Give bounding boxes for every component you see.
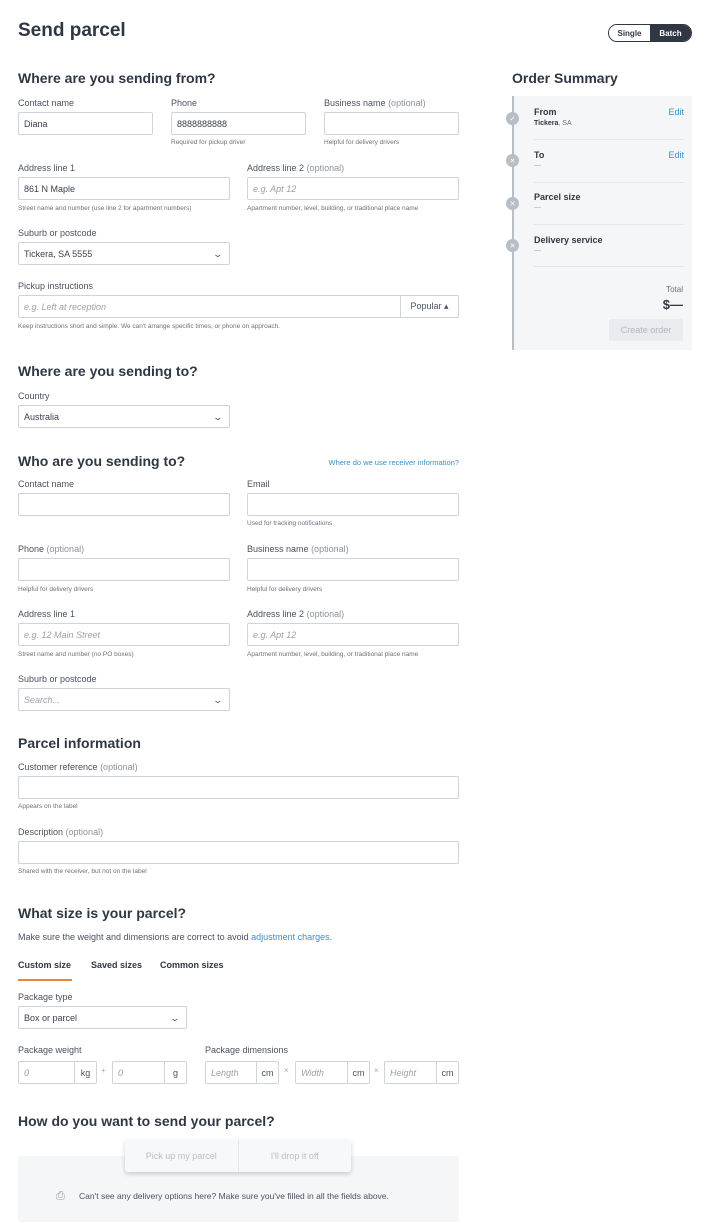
receiver-business-help: Helpful for delivery drivers (247, 586, 323, 593)
package-type-select[interactable] (18, 1006, 187, 1029)
desc-label (18, 827, 103, 837)
customer-reference-input[interactable] (18, 776, 459, 799)
sender-suburb-select[interactable] (18, 242, 230, 265)
sender-addr2-input[interactable] (247, 177, 459, 200)
kg-unit: kg (74, 1062, 96, 1083)
cm-unit: cm (436, 1062, 458, 1083)
step-value: — (534, 204, 541, 211)
edit-to-link[interactable]: Edit (668, 150, 684, 160)
optional-tag: (optional) (388, 98, 426, 108)
weight-kg-input[interactable] (18, 1061, 97, 1084)
mode-batch[interactable]: Batch (650, 25, 691, 41)
placeholder: Search... (24, 694, 61, 705)
popular-button[interactable]: Popular ▴ (400, 296, 458, 317)
from-heading: Where are you sending from? (18, 70, 216, 86)
cm-unit: cm (347, 1062, 369, 1083)
placeholder: Width (301, 1067, 324, 1078)
label-text: Description (18, 827, 64, 837)
times-icon: × (374, 1066, 379, 1075)
receiver-suburb-label: Suburb or postcode (18, 674, 97, 684)
label-text: Address line 2 (247, 163, 305, 173)
tab-custom-size[interactable]: Custom size (18, 960, 72, 970)
addr2-label (247, 163, 344, 173)
size-intro (18, 932, 332, 942)
divider (534, 182, 684, 183)
receiver-addr2-label (247, 609, 344, 619)
sender-addr1-input[interactable]: 861 N Maple (18, 177, 230, 200)
order-summary-panel (509, 96, 692, 350)
adjustment-charges-link[interactable]: adjustment charges (251, 932, 330, 942)
g-unit: g (164, 1062, 186, 1083)
placeholder: 0 (24, 1067, 30, 1078)
placeholder: Height (390, 1067, 417, 1078)
phone-label: Phone (171, 98, 198, 108)
email-help: Used for tracking notifications (247, 520, 333, 527)
receiver-suburb-select[interactable] (18, 688, 230, 711)
weight-label: Package weight (18, 1045, 82, 1055)
select-value: Tickera, SA 5555 (24, 248, 93, 259)
receiver-contact-input[interactable] (18, 493, 230, 516)
send-heading: How do you want to send your parcel? (18, 1113, 275, 1129)
step-label: Parcel size (534, 192, 581, 202)
step-value: — (534, 247, 541, 254)
divider (534, 139, 684, 140)
select-value: Box or parcel (24, 1012, 78, 1023)
receiver-addr1-label: Address line 1 (18, 609, 76, 619)
receiver-heading: Who are you sending to? (18, 453, 186, 469)
contact-label: Contact name (18, 98, 75, 108)
placeholder: e.g. Apt 12 (253, 629, 297, 640)
phone-help: Required for pickup driver (171, 139, 246, 146)
label-text: Business name (247, 544, 309, 554)
suburb-label: Suburb or postcode (18, 228, 97, 238)
width-input[interactable] (295, 1061, 370, 1084)
label-text: Business name (324, 98, 386, 108)
receiver-addr2-input[interactable] (247, 623, 459, 646)
placeholder: e.g. 12 Main Street (24, 629, 101, 640)
parcel-info-icon: ⎙ (56, 1190, 65, 1202)
step-label: To (534, 150, 545, 160)
ref-label (18, 762, 138, 772)
receiver-addr1-input[interactable] (18, 623, 230, 646)
optional-tag: (optional) (100, 762, 138, 772)
step-label: From (534, 107, 557, 117)
receiver-email-input[interactable] (247, 493, 459, 516)
size-heading: What size is your parcel? (18, 905, 187, 921)
receiver-contact-label: Contact name (18, 479, 75, 489)
business-help: Helpful for delivery drivers (324, 139, 400, 146)
divider (534, 224, 684, 225)
receiver-business-label (247, 544, 349, 554)
receiver-addr2-help: Apartment number, level, building, or traditional place name (247, 651, 419, 658)
cm-unit: cm (256, 1062, 278, 1083)
optional-tag: (optional) (306, 163, 345, 173)
ref-help: Appears on the label (18, 803, 78, 810)
height-input[interactable] (384, 1061, 459, 1084)
chevron-down-icon: ⌄ (169, 1013, 181, 1023)
chevron-down-icon: ⌄ (212, 695, 224, 705)
dropoff-option[interactable]: I'll drop it off (270, 1151, 319, 1161)
placeholder: Length (211, 1067, 239, 1078)
optional-tag: (optional) (306, 609, 345, 619)
addr2-help: Apartment number, level, building, or traditional place name (247, 205, 419, 212)
addr1-help: Street name and number (use line 2 for apartment numbers) (18, 205, 192, 212)
edit-from-link[interactable]: Edit (668, 107, 684, 117)
select-value: Australia (24, 411, 60, 422)
country-select[interactable] (18, 405, 230, 428)
dims-label: Package dimensions (205, 1045, 289, 1055)
weight-g-input[interactable] (112, 1061, 187, 1084)
placeholder: 0 (118, 1067, 124, 1078)
times-icon: × (284, 1066, 289, 1075)
divider (534, 266, 684, 267)
pickup-help: Keep instructions short and simple. We can't arrange specific times, or phone on approach. (18, 323, 280, 330)
country-label: Country (18, 391, 50, 401)
label-text: Customer reference (18, 762, 98, 772)
step-value-bold: Tickera (534, 120, 559, 127)
desc-help: Shared with the receiver, but not on the label (18, 868, 147, 875)
x-icon: ✕ (506, 197, 519, 210)
total-label: Total (666, 285, 683, 294)
chevron-down-icon: ⌄ (212, 249, 224, 259)
email-label: Email (247, 479, 270, 489)
label-text: Address line 2 (247, 609, 305, 619)
optional-tag: (optional) (311, 544, 349, 554)
type-label: Package type (18, 992, 73, 1002)
receiver-info-link[interactable]: Where do we use receiver information? (328, 458, 459, 467)
length-input[interactable] (205, 1061, 279, 1084)
plus-icon: + (101, 1066, 106, 1075)
sender-business-input[interactable] (324, 112, 459, 135)
x-icon: ✕ (506, 239, 519, 252)
parcel-heading: Parcel information (18, 735, 141, 751)
sender-contact-input[interactable]: Diana (18, 112, 153, 135)
check-icon: ✓ (506, 112, 519, 125)
description-input[interactable] (18, 841, 459, 864)
business-label (324, 98, 426, 108)
addr1-label: Address line 1 (18, 163, 76, 173)
step-value-rest: , SA (558, 120, 572, 127)
receiver-phone-label (18, 544, 84, 554)
intro-end: . (329, 932, 333, 942)
receiver-phone-help: Helpful for delivery drivers (18, 586, 94, 593)
intro-text: Make sure the weight and dimensions are correct to avoid (18, 932, 252, 942)
x-icon: ✕ (506, 154, 519, 167)
tab-common-sizes[interactable]: Common sizes (160, 960, 224, 970)
sender-phone-input[interactable]: 8888888888 (171, 112, 306, 135)
optional-tag: (optional) (46, 544, 85, 554)
delivery-options-message: Can't see any delivery options here? Make sure you've filled in all the fields above. (79, 1191, 389, 1201)
step-value: — (534, 162, 541, 169)
pickup-instructions-input[interactable] (18, 295, 459, 318)
receiver-phone-input[interactable] (18, 558, 230, 581)
receiver-addr1-help: Street name and number (no PO boxes) (18, 651, 134, 658)
step-label: Delivery service (534, 235, 603, 245)
receiver-business-input[interactable] (247, 558, 459, 581)
placeholder: e.g. Left at reception (24, 301, 107, 312)
chevron-down-icon: ⌄ (212, 412, 224, 422)
send-method-toggle[interactable] (125, 1140, 351, 1172)
mode-single[interactable]: Single (609, 25, 650, 41)
pickup-label: Pickup instructions (18, 281, 94, 291)
pickup-option[interactable]: Pick up my parcel (125, 1140, 239, 1172)
label-text: Phone (18, 544, 45, 554)
optional-tag: (optional) (65, 827, 104, 837)
active-tab-underline (18, 979, 72, 981)
summary-title: Order Summary (512, 70, 618, 86)
tab-saved-sizes[interactable]: Saved sizes (91, 960, 143, 970)
total-value: $— (662, 297, 683, 312)
mode-toggle[interactable] (608, 24, 692, 42)
create-order-button[interactable]: Create order (609, 319, 683, 341)
to-heading: Where are you sending to? (18, 363, 198, 379)
page-title: Send parcel (18, 20, 126, 41)
placeholder: e.g. Apt 12 (253, 183, 297, 194)
